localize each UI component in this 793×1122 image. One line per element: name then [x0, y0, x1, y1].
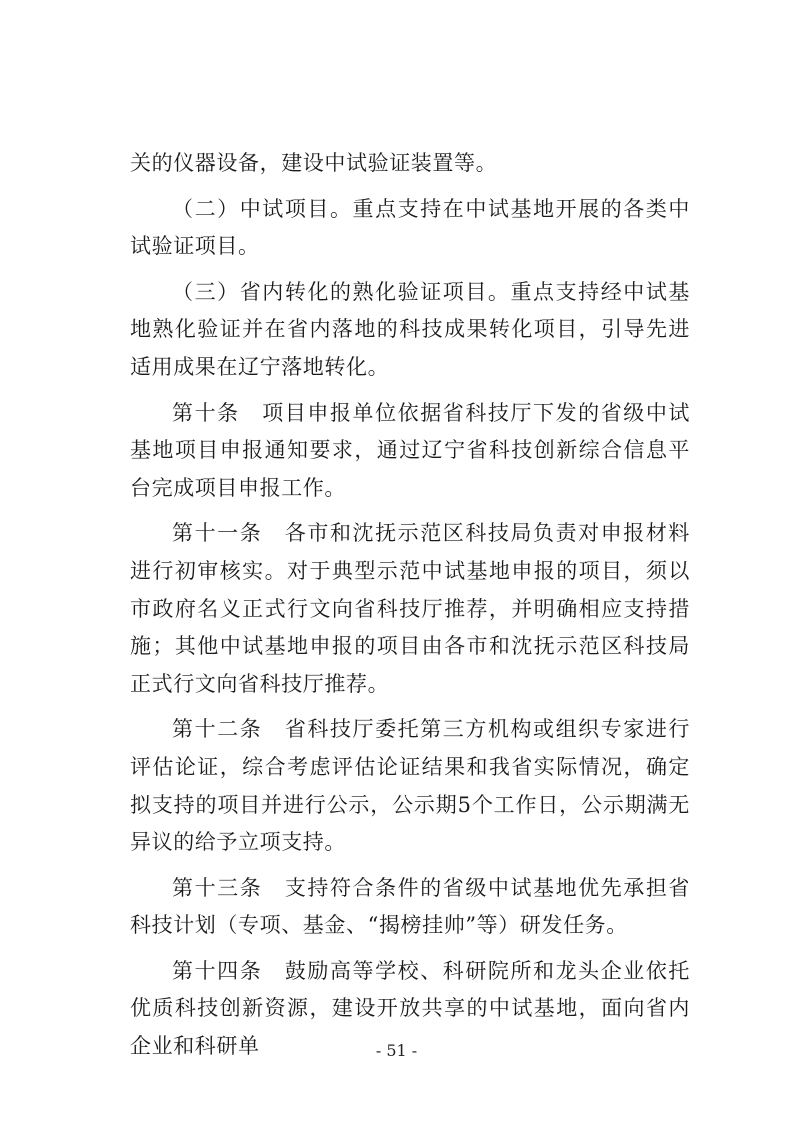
paragraph-article-12: 第十二条 省科技厅委托第三方机构或组织专家进行评估论证，综合考虑评估论证结果和我省实际情况，确定拟支持的项目并进行公示，公示期5个工作日，公示期满无异议的给予立项支持。: [130, 717, 690, 855]
paragraph-article-14: 第十四条 鼓励高等学校、科研院所和龙头企业依托优质科技创新资源，建设开放共享的中试基地，面向省内企业和科研单: [130, 958, 690, 1059]
paragraph-article-11: 第十一条 各市和沈抚示范区科技局负责对申报材料进行初审核实。对于典型示范中试基地申报的项目，须以市政府名义正式行文向省科技厅推荐，并明确相应支持措施；其他中试基地申报的项目由各市和沈抚示范区科技局正式行文向省科技厅推荐。: [130, 521, 690, 696]
page-number: - 51 -: [375, 1041, 418, 1060]
paragraph-article-13: 第十三条 支持符合条件的省级中试基地优先承担省科技计划（专项、基金、“揭榜挂帅”等）研发任务。: [130, 875, 690, 938]
paragraph-continuation: 关的仪器设备，建设中试验证装置等。: [130, 151, 498, 175]
paragraph-item-2: （二）中试项目。重点支持在中试基地开展的各类中试验证项目。: [130, 196, 690, 259]
paragraph-article-10: 第十条 项目申报单位依据省科技厅下发的省级中试基地项目申报通知要求，通过辽宁省科技创新综合信息平台完成项目申报工作。: [130, 400, 690, 500]
body-text: [130, 145, 690, 1066]
paragraph-item-3: （三）省内转化的熟化验证项目。重点支持经中试基地熟化验证并在省内落地的科技成果转化项目，引导先进适用成果在辽宁落地转化。: [130, 279, 690, 379]
